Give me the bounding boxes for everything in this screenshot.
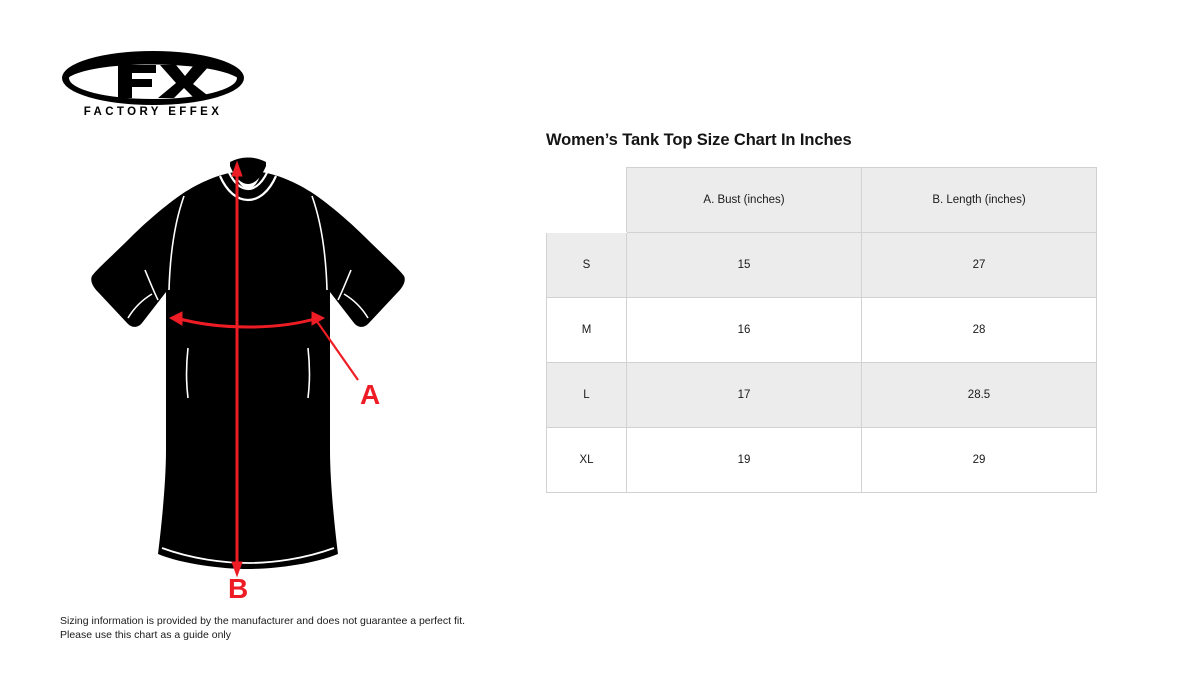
table-header-row [547, 168, 1097, 233]
label-a: A [360, 379, 381, 410]
table-body [547, 233, 1097, 493]
cell-size: XL [547, 428, 627, 493]
cell-bust: 16 [627, 298, 862, 363]
cell-bust: 19 [627, 428, 862, 493]
logo-wordmark: FACTORY EFFEX [83, 106, 223, 118]
table-header [547, 168, 1097, 233]
table-row [547, 363, 1097, 428]
cell-bust: 17 [627, 363, 862, 428]
chart-title: Women’s Tank Top Size Chart In Inches [546, 131, 852, 149]
footnote-line-1: Sizing information is provided by the manufacturer and does not guarantee a perfect fit. [60, 615, 466, 627]
cell-length: 28.5 [862, 363, 1097, 428]
footnote-line-2: Please use this chart as a guide only [60, 629, 232, 641]
cell-length: 28 [862, 298, 1097, 363]
size-chart-table [546, 167, 1097, 493]
table-row [547, 233, 1097, 298]
table-header-corner [547, 168, 627, 233]
cell-length: 29 [862, 428, 1097, 493]
table-header-length: B. Length (inches) [862, 168, 1097, 233]
cell-size: S [547, 233, 627, 298]
cell-size: M [547, 298, 627, 363]
table-row [547, 298, 1097, 363]
garment-diagram [70, 150, 520, 600]
shirt-silhouette [91, 158, 405, 570]
cell-bust: 15 [627, 233, 862, 298]
footnote [60, 614, 465, 642]
logo-graphic [60, 48, 246, 118]
table-header-bust: A. Bust (inches) [627, 168, 862, 233]
brand-logo [60, 48, 246, 118]
cell-size: L [547, 363, 627, 428]
label-b: B [228, 573, 249, 600]
cell-length: 27 [862, 233, 1097, 298]
table-row [547, 428, 1097, 493]
